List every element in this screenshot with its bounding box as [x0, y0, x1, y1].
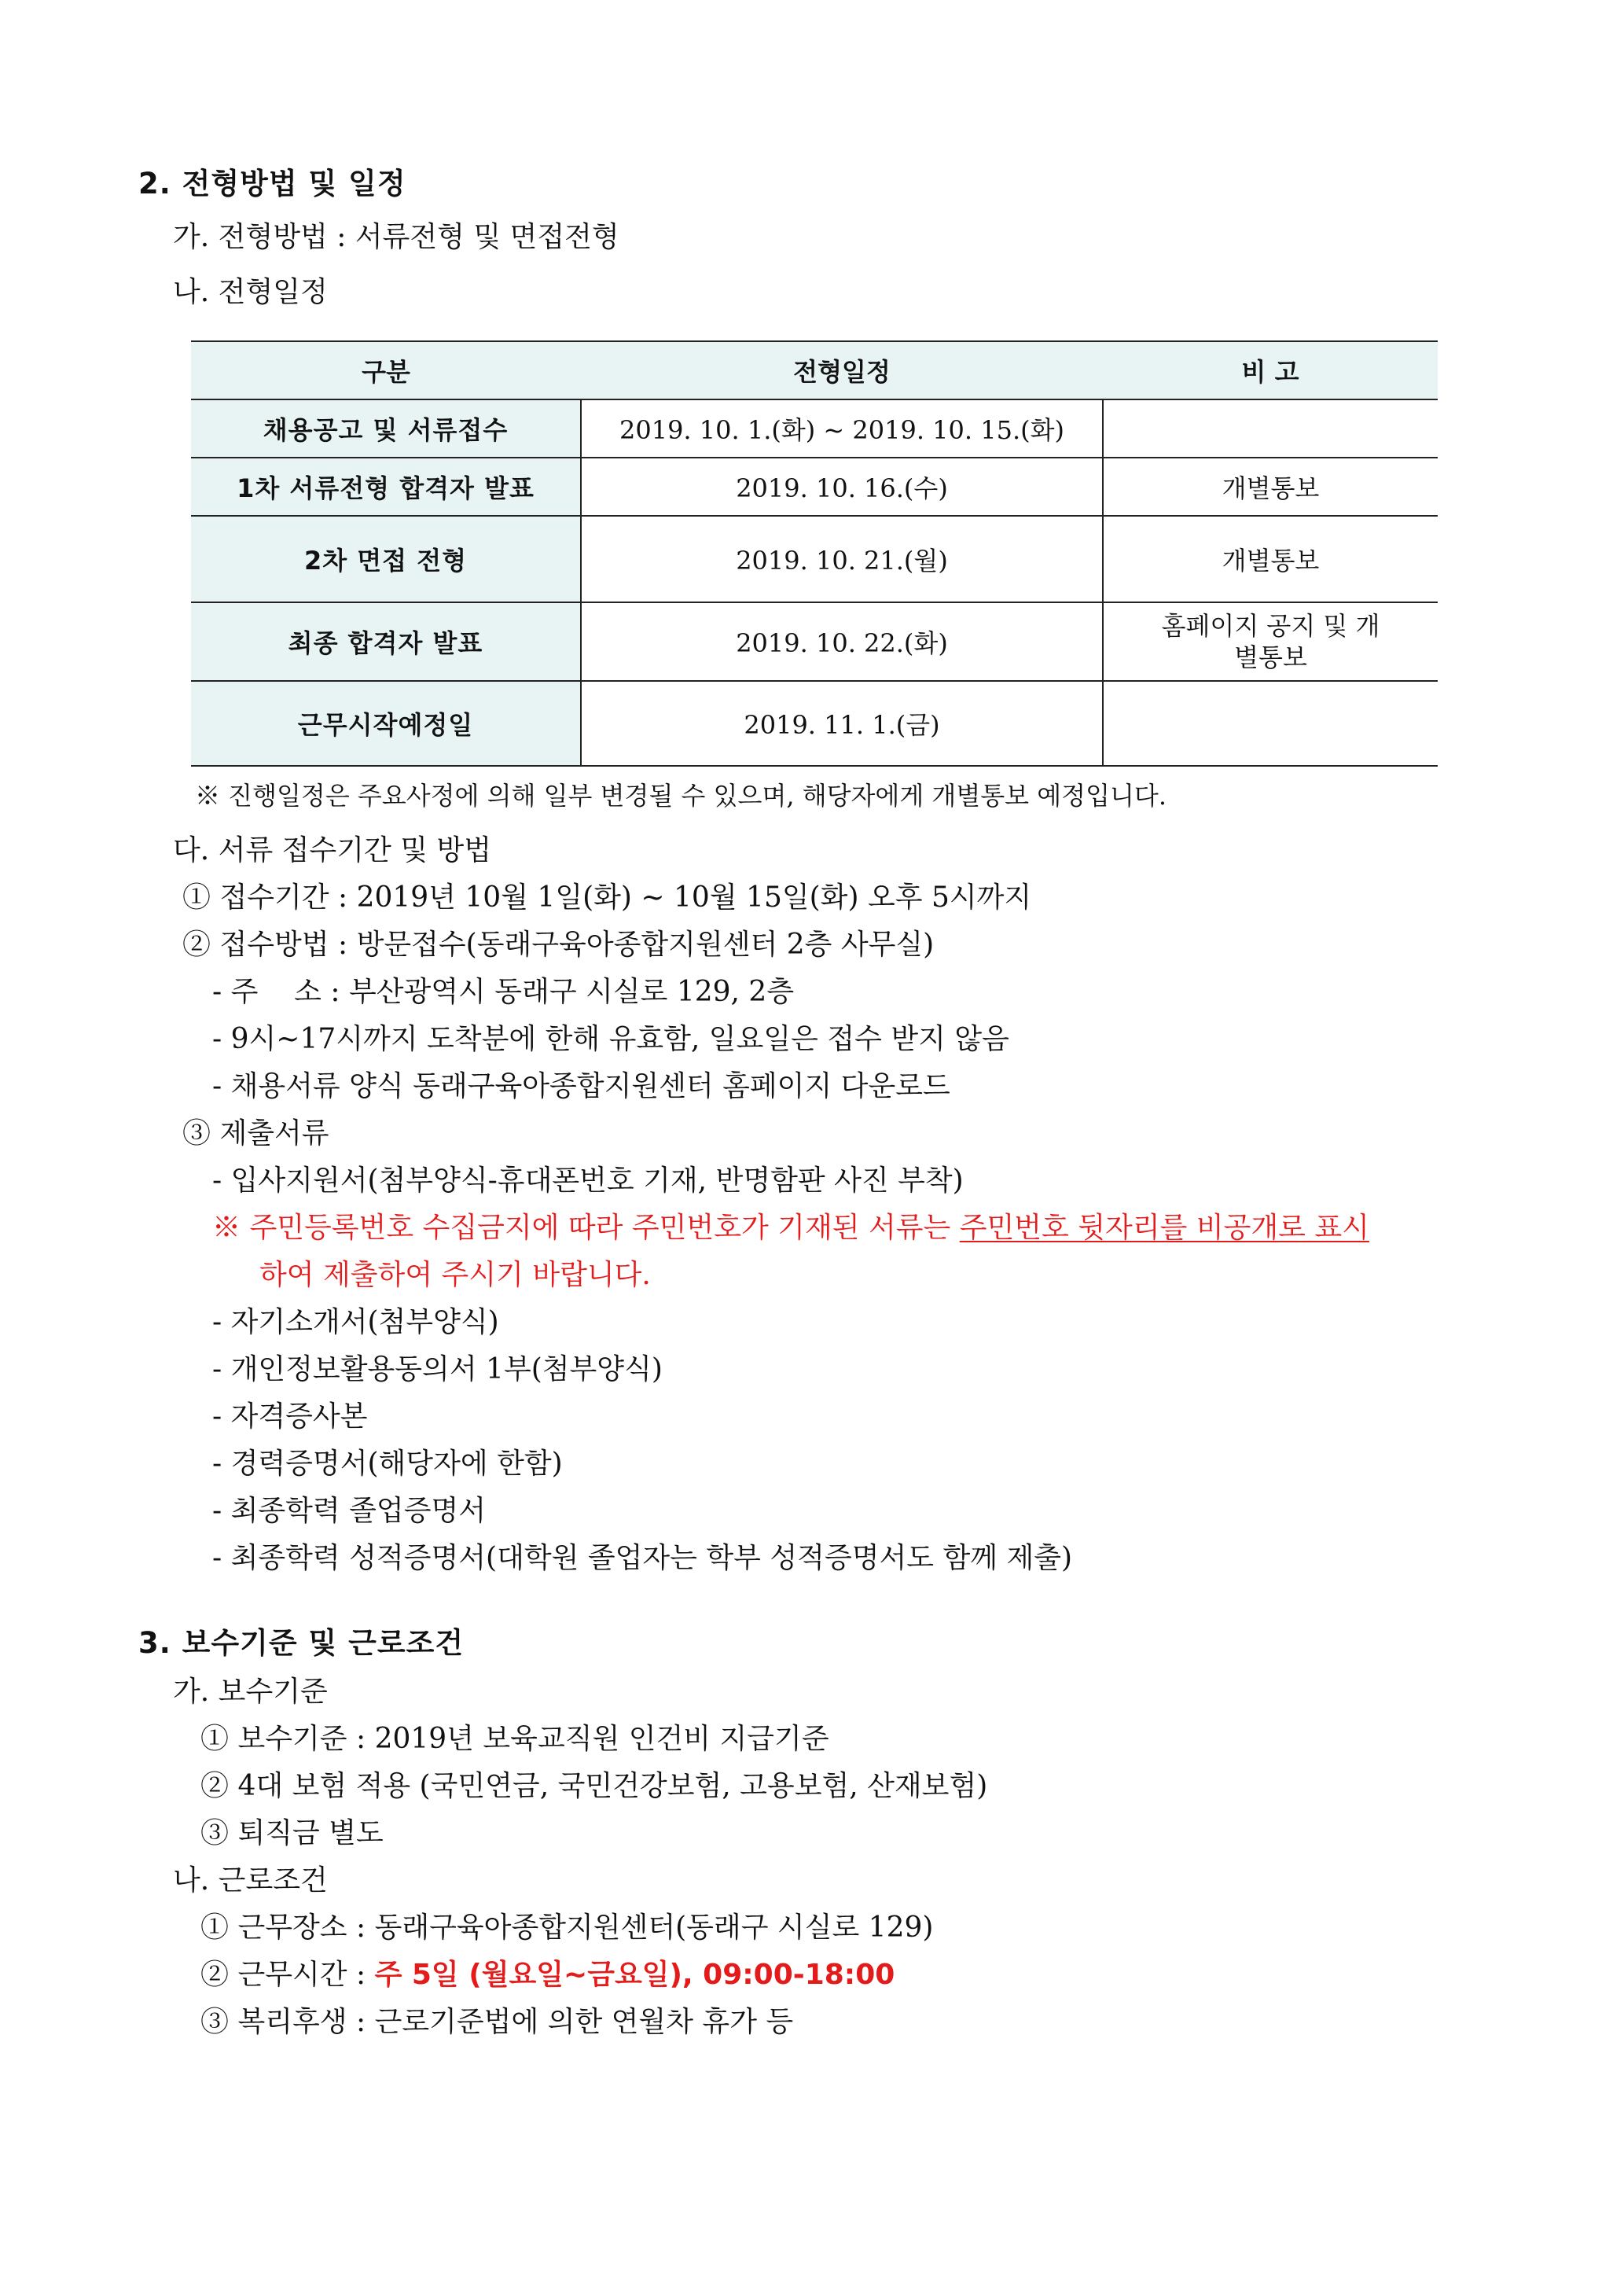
docs-item-consent: - 개인정보활용동의서 1부(첨부양식) — [212, 1353, 663, 1385]
privacy-warning-text: ※ 주민등록번호 수집금지에 따라 주민번호가 기재된 서류는 — [212, 1212, 960, 1244]
row-date: 2019. 10. 16.(수) — [581, 458, 1103, 516]
row-label: 채용공고 및 서류접수 — [191, 399, 581, 458]
table-row — [191, 458, 1438, 516]
table-row — [191, 516, 1438, 602]
privacy-warning-underlined: 주민번호 뒷자리를 비공개로 표시 — [959, 1212, 1369, 1244]
section-3-title: 3. 보수기준 및 근로조건 — [138, 1626, 465, 1660]
row-date: 2019. 10. 21.(월) — [581, 516, 1103, 602]
docs-item-license: - 자격증사본 — [212, 1400, 368, 1433]
schedule-footnote: ※ 진행일정은 주요사정에 의해 일부 변경될 수 있으며, 해당자에게 개별통보 예정입니다. — [195, 781, 1167, 811]
docs-item-intro: - 자기소개서(첨부양식) — [212, 1306, 499, 1338]
docs-heading: 다. 서류 접수기간 및 방법 — [173, 834, 491, 867]
work-place: ① 근무장소 : 동래구육아종합지원센터(동래구 시실로 129) — [200, 1911, 934, 1944]
row-label: 1차 서류전형 합격자 발표 — [191, 458, 581, 516]
row-date: 2019. 10. 22.(화) — [581, 602, 1103, 681]
row-date: 2019. 11. 1.(금) — [581, 681, 1103, 766]
row-note: 개별통보 — [1103, 458, 1438, 516]
work-benefits: ③ 복리후생 : 근로기준법에 의한 연월차 휴가 등 — [200, 2006, 794, 2038]
work-hours-label: ② 근무시간 : — [200, 1959, 375, 1991]
header-category: 구분 — [191, 341, 581, 399]
table-row — [191, 602, 1438, 681]
privacy-warning — [212, 1211, 1369, 1246]
work-heading: 나. 근로조건 — [173, 1864, 328, 1897]
docs-period: ① 접수기간 : 2019년 10월 1일(화) ~ 10월 15일(화) 오후 5시까지 — [182, 881, 1032, 914]
selection-schedule-heading: 나. 전형일정 — [173, 276, 328, 308]
header-schedule: 전형일정 — [581, 341, 1103, 399]
privacy-warning-cont: 하여 제출하여 주시기 바랍니다. — [259, 1259, 651, 1291]
work-hours-value: 주 5일 (월요일~금요일), 09:00-18:00 — [374, 1959, 895, 1991]
header-remarks: 비 고 — [1103, 341, 1438, 399]
work-hours — [200, 1958, 895, 1992]
pay-insurance: ② 4대 보험 적용 (국민연금, 국민건강보험, 고용보험, 산재보험) — [200, 1770, 988, 1802]
docs-item-diploma: - 최종학력 졸업증명서 — [212, 1495, 487, 1527]
docs-hours: - 9시~17시까지 도착분에 한해 유효함, 일요일은 접수 받지 않음 — [212, 1023, 1009, 1055]
row-label: 근무시작예정일 — [191, 681, 581, 766]
row-label: 2차 면접 전형 — [191, 516, 581, 602]
row-label: 최종 합격자 발표 — [191, 602, 581, 681]
docs-submit-title: ③ 제출서류 — [182, 1117, 329, 1150]
row-note — [1103, 681, 1438, 766]
row-date: 2019. 10. 1.(화) ~ 2019. 10. 15.(화) — [581, 399, 1103, 458]
docs-method: ② 접수방법 : 방문접수(동래구육아종합지원센터 2층 사무실) — [182, 929, 935, 961]
row-note: 홈페이지 공지 및 개별통보 — [1103, 602, 1438, 681]
section-2-title: 2. 전형방법 및 일정 — [138, 167, 406, 201]
pay-standard: ① 보수기준 : 2019년 보육교직원 인건비 지급기준 — [200, 1723, 829, 1755]
schedule-table — [191, 340, 1438, 767]
table-row — [191, 681, 1438, 766]
row-note: 개별통보 — [1103, 516, 1438, 602]
docs-forms: - 채용서류 양식 동래구육아종합지원센터 홈페이지 다운로드 — [212, 1070, 950, 1102]
docs-item-career: - 경력증명서(해당자에 한함) — [212, 1448, 563, 1480]
pay-heading: 가. 보수기준 — [173, 1676, 328, 1708]
pay-severance: ③ 퇴직금 별도 — [200, 1817, 384, 1849]
docs-address: - 주 소 : 부산광역시 동래구 시실로 129, 2층 — [212, 976, 795, 1008]
selection-method: 가. 전형방법 : 서류전형 및 면접전형 — [173, 221, 619, 253]
docs-item-transcript: - 최종학력 성적증명서(대학원 졸업자는 학부 성적증명서도 함께 제출) — [212, 1542, 1073, 1574]
row-note — [1103, 399, 1438, 458]
table-row — [191, 399, 1438, 458]
docs-item-application: - 입사지원서(첨부양식-휴대폰번호 기재, 반명함판 사진 부착) — [212, 1165, 964, 1197]
